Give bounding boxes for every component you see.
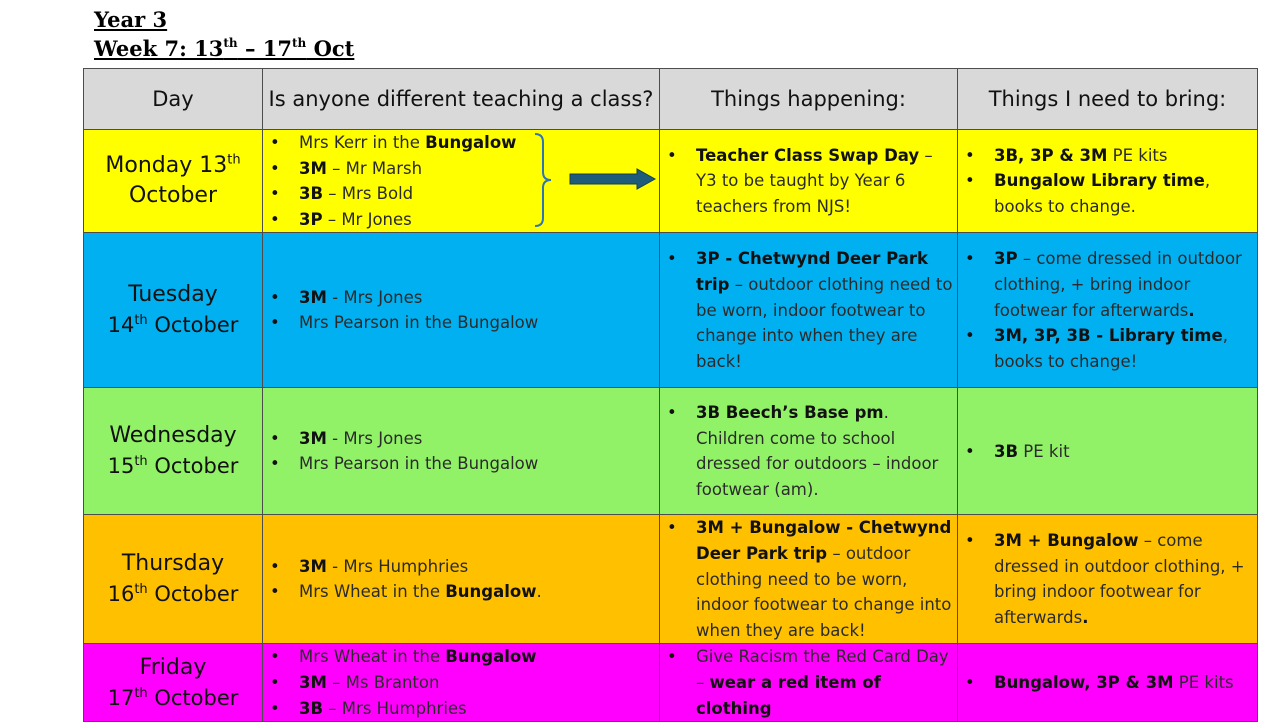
list-item-text: - Mrs Jones — [326, 428, 423, 448]
column-header-teachers: Is anyone different teaching a class? — [263, 69, 660, 130]
column-header-day: Day — [84, 69, 263, 130]
list-item-text: . — [1188, 300, 1195, 320]
list-item-text: PE kits — [1107, 145, 1168, 165]
page-title-year: Year 3 — [94, 7, 168, 32]
list-item-text: Teacher Class Swap Day — [696, 145, 920, 165]
happening-cell-tuesday — [660, 233, 958, 388]
list-item-text: – Ms Branton — [326, 673, 440, 693]
list-item-text: - Mrs Jones — [326, 287, 423, 307]
list-item-text: 3M — [299, 287, 327, 307]
list-item-text: wear a red item of clothing — [696, 673, 881, 718]
list-item-text: 3B — [994, 441, 1019, 461]
list-item-text: , books to change. — [994, 171, 1211, 216]
list-item-text: Mrs Wheat in the — [299, 647, 446, 667]
list-item-text: Give Racism the Red Card Day – — [696, 647, 949, 693]
bullet-list — [660, 515, 957, 643]
table-row-wednesday — [84, 388, 1258, 515]
list-item-text: Mrs Pearson in the Bungalow — [299, 313, 539, 333]
bullet-list — [660, 246, 957, 374]
list-item — [696, 644, 953, 721]
list-item — [299, 579, 655, 605]
list-item-text: – Mr Jones — [322, 209, 412, 229]
list-item — [994, 168, 1253, 219]
list-item — [299, 670, 655, 696]
bring-cell-tuesday — [958, 233, 1258, 388]
list-item-text: – Mrs Humphries — [323, 698, 467, 718]
bullet-list — [263, 644, 659, 721]
list-item — [696, 515, 953, 643]
list-item-text: Mrs Kerr in the — [299, 133, 426, 152]
list-item-text: 3M + Bungalow - Chetwynd Deer Park trip — [696, 518, 952, 563]
list-item — [299, 451, 655, 477]
column-header-bring: Things I need to bring: — [958, 69, 1258, 130]
list-item — [696, 143, 953, 220]
list-item-text: Bungalow Library time — [994, 171, 1205, 191]
list-item — [696, 400, 953, 502]
list-item-text: PE kits — [1173, 673, 1234, 693]
list-item — [299, 207, 655, 233]
list-item-text: - Mrs Humphries — [326, 556, 469, 576]
list-item — [299, 644, 655, 670]
list-item-text: – Mr Marsh — [326, 158, 423, 178]
bring-cell-monday — [958, 130, 1258, 233]
bullet-list — [263, 426, 659, 477]
bullet-list — [958, 246, 1257, 374]
right-curly-brace-icon — [533, 132, 553, 228]
table-header-row — [84, 69, 1258, 130]
list-item-text: – outdoor clothing need to be worn, indoor footwear to change into when they are back! — [696, 274, 953, 371]
happening-cell-thursday — [660, 515, 958, 644]
list-item-text: Mrs Wheat in the — [299, 582, 446, 602]
list-item — [994, 439, 1253, 465]
bring-cell-wednesday — [958, 388, 1258, 515]
happening-cell-monday — [660, 130, 958, 233]
list-item-text: Bungalow — [425, 133, 517, 152]
bring-cell-friday — [958, 644, 1258, 722]
list-item — [994, 528, 1253, 630]
list-item-text: 3M — [299, 673, 327, 693]
list-item-text: . — [1082, 607, 1089, 627]
bullet-list — [263, 285, 659, 336]
list-item — [696, 246, 953, 374]
bullet-list — [958, 439, 1257, 465]
list-item-text: 3P — [299, 209, 323, 229]
bullet-list — [263, 554, 659, 605]
bullet-list — [958, 143, 1257, 220]
list-item-text: PE kit — [1018, 441, 1070, 461]
list-item-text: Bungalow — [445, 582, 537, 602]
weekly-schedule-table — [83, 68, 1258, 722]
list-item — [994, 143, 1253, 169]
list-item-text: 3B, 3P & 3M — [994, 145, 1108, 165]
list-item-text: 3B — [299, 698, 324, 718]
list-item — [299, 426, 655, 452]
list-item-text: 3M, 3P, 3B - Library time — [994, 326, 1223, 346]
list-item-text: . — [536, 582, 542, 602]
list-item — [299, 554, 655, 580]
happening-cell-friday — [660, 644, 958, 722]
bring-cell-thursday — [958, 515, 1258, 644]
list-item-text: 3B — [299, 184, 324, 204]
bullet-list — [958, 528, 1257, 630]
day-cell-tuesday: Tuesday 14th October — [84, 233, 263, 388]
list-item-text: , books to change! — [994, 326, 1228, 371]
list-item — [299, 310, 655, 336]
list-item — [299, 130, 655, 156]
list-item-text: – Y3 to be taught by Year 6 teachers from NJS! — [696, 145, 933, 216]
bullet-list — [660, 644, 957, 721]
happening-cell-wednesday — [660, 388, 958, 515]
list-item-text: 3B Beech’s Base pm — [696, 403, 884, 423]
list-item-text: – Mrs Bold — [323, 184, 414, 204]
list-item-text: Mrs Pearson in the Bungalow — [299, 454, 539, 474]
table-row-monday — [84, 130, 1258, 233]
table-row-thursday — [84, 515, 1258, 644]
list-item-text: – outdoor clothing need to be worn, indoor footwear to change into when they are back! — [696, 543, 952, 640]
teachers-cell-monday — [263, 130, 660, 233]
day-cell-monday: Monday 13th October — [84, 130, 263, 233]
list-item-text: 3P — [994, 249, 1018, 269]
day-cell-friday: Friday 17th October — [84, 644, 263, 722]
bullet-list — [660, 400, 957, 502]
bullet-list — [958, 670, 1257, 696]
teachers-cell-thursday — [263, 515, 660, 644]
list-item-text: Bungalow — [445, 647, 537, 667]
list-item — [994, 246, 1253, 323]
list-item-text: 3M — [299, 428, 327, 448]
list-item-text: 3M + Bungalow — [994, 531, 1139, 551]
day-cell-wednesday: Wednesday 15th October — [84, 388, 263, 515]
list-item-text: Bungalow, 3P & 3M — [994, 673, 1174, 693]
list-item-text: 3M — [299, 556, 327, 576]
table-row-tuesday — [84, 233, 1258, 388]
list-item-text: – come dressed in outdoor clothing, + bring indoor footwear for afterwards — [994, 531, 1245, 627]
bullet-list — [660, 143, 957, 220]
list-item-text: 3M — [299, 158, 327, 178]
day-cell-thursday: Thursday 16th October — [84, 515, 263, 644]
teachers-cell-tuesday — [263, 233, 660, 388]
column-header-happening: Things happening: — [660, 69, 958, 130]
teachers-cell-friday — [263, 644, 660, 722]
list-item — [299, 696, 655, 722]
list-item-text: 3P - Chetwynd Deer Park trip — [696, 249, 928, 294]
list-item-text: . Children come to school dressed for outdoors – indoor footwear (am). — [696, 403, 939, 499]
right-arrow-icon — [569, 168, 657, 190]
table-row-friday — [84, 644, 1258, 722]
list-item — [299, 285, 655, 311]
list-item-text: – come dressed in outdoor clothing, + bring indoor footwear for afterwards — [994, 249, 1242, 320]
list-item — [994, 670, 1253, 696]
list-item — [994, 323, 1253, 374]
page-subtitle-week: Week 7: 13th – 17th Oct — [94, 36, 355, 61]
teachers-cell-wednesday — [263, 388, 660, 515]
